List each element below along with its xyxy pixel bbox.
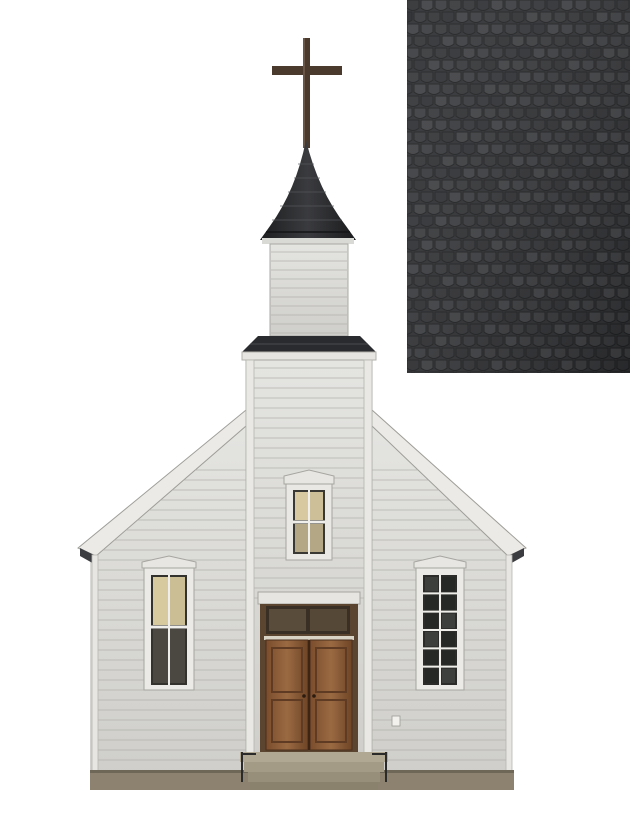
window-pane <box>425 614 438 628</box>
window-pane <box>425 577 438 591</box>
cross <box>272 38 342 148</box>
window-pane <box>442 614 455 628</box>
window-pane <box>442 577 455 591</box>
left-window <box>142 556 196 690</box>
window-pane <box>442 595 455 609</box>
window-pane <box>425 650 438 664</box>
right-window <box>414 556 466 690</box>
belfry <box>270 244 348 336</box>
tower-cornice <box>242 336 376 360</box>
window-pane <box>442 650 455 664</box>
window-pane <box>425 632 438 646</box>
window-pane <box>425 669 438 683</box>
window-pane <box>425 595 438 609</box>
spire-roof <box>260 140 356 244</box>
window-pane <box>442 669 455 683</box>
tower-window <box>284 470 334 560</box>
window-pane <box>442 632 455 646</box>
front-doors <box>266 640 352 750</box>
